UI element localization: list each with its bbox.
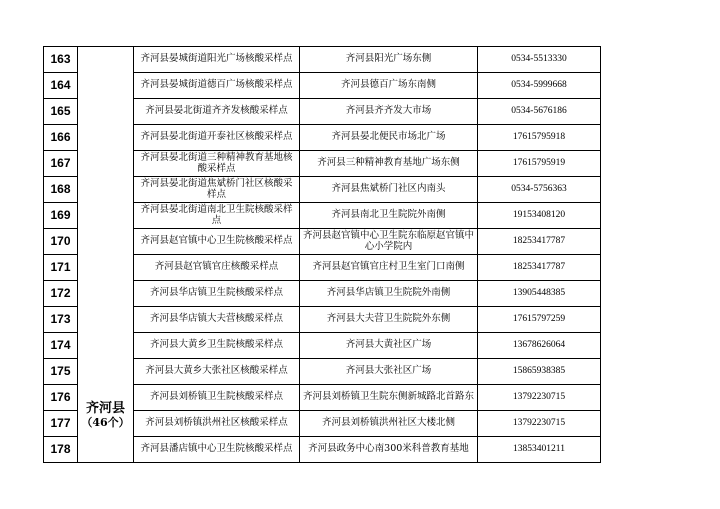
site-address: 齐河县华店镇卫生院院外南侧 — [300, 281, 478, 307]
row-number: 167 — [44, 151, 78, 177]
row-number: 168 — [44, 177, 78, 203]
site-name: 齐河县晏北街道三种精神教育基地核酸采样点 — [134, 151, 300, 177]
contact-phone: 17615795919 — [478, 151, 601, 177]
site-address: 齐河县德百广场东南侧 — [300, 73, 478, 99]
site-name: 齐河县大黄乡卫生院核酸采样点 — [134, 333, 300, 359]
contact-phone: 18253417787 — [478, 229, 601, 255]
site-address: 齐河县刘桥镇卫生院东侧新城路北首路东 — [300, 385, 478, 411]
site-address: 齐河县晏北便民市场北广场 — [300, 125, 478, 151]
sampling-site-sheet — [43, 46, 600, 463]
contact-phone: 0534-5999668 — [478, 73, 601, 99]
row-number: 164 — [44, 73, 78, 99]
row-number: 173 — [44, 307, 78, 333]
site-name: 齐河县刘桥镇卫生院核酸采样点 — [134, 385, 300, 411]
contact-phone: 13905448385 — [478, 281, 601, 307]
site-name: 齐河县赵官镇官庄核酸采样点 — [134, 255, 300, 281]
row-number: 165 — [44, 99, 78, 125]
site-address: 齐河县赵官镇官庄村卫生室门口南侧 — [300, 255, 478, 281]
row-number: 178 — [44, 437, 78, 463]
row-number: 175 — [44, 359, 78, 385]
site-name: 齐河县晏北街道焦斌桥门社区核酸采样点 — [134, 177, 300, 203]
sampling-site-table — [43, 46, 601, 463]
row-number: 163 — [44, 47, 78, 73]
table-body — [44, 47, 601, 463]
contact-phone: 13678626064 — [478, 333, 601, 359]
site-address: 齐河县大黄社区广场 — [300, 333, 478, 359]
site-name: 齐河县晏北街道齐齐发核酸采样点 — [134, 99, 300, 125]
contact-phone: 0534-5513330 — [478, 47, 601, 73]
site-address: 齐河县赵官镇中心卫生院东临原赵官镇中心小学院内 — [300, 229, 478, 255]
contact-phone: 17615795918 — [478, 125, 601, 151]
site-name: 齐河县潘店镇中心卫生院核酸采样点 — [134, 437, 300, 463]
contact-phone: 17615797259 — [478, 307, 601, 333]
contact-phone: 0534-5676186 — [478, 99, 601, 125]
county-cell — [78, 47, 134, 463]
site-address: 齐河县刘桥镇洪州社区大楼北侧 — [300, 411, 478, 437]
site-name: 齐河县晏城街道德百广场核酸采样点 — [134, 73, 300, 99]
row-number: 166 — [44, 125, 78, 151]
site-name: 齐河县刘桥镇洪州社区核酸采样点 — [134, 411, 300, 437]
contact-phone: 13792230715 — [478, 385, 601, 411]
site-name: 齐河县赵官镇中心卫生院核酸采样点 — [134, 229, 300, 255]
row-number: 177 — [44, 411, 78, 437]
site-address: 齐河县齐齐发大市场 — [300, 99, 478, 125]
site-address: 齐河县大夫营卫生院院外东侧 — [300, 307, 478, 333]
site-address: 齐河县三种精神教育基地广场东侧 — [300, 151, 478, 177]
row-number: 172 — [44, 281, 78, 307]
contact-phone: 13853401211 — [478, 437, 601, 463]
contact-phone: 19153408120 — [478, 203, 601, 229]
contact-phone: 13792230715 — [478, 411, 601, 437]
site-name: 齐河县华店镇大夫营核酸采样点 — [134, 307, 300, 333]
county-name: 齐河县 — [85, 401, 125, 417]
site-name: 齐河县晏北街道南北卫生院核酸采样点 — [134, 203, 300, 229]
table-row — [44, 47, 601, 73]
site-name: 齐河县晏城街道阳光广场核酸采样点 — [134, 47, 300, 73]
site-name: 齐河县大黄乡大张社区核酸采样点 — [134, 359, 300, 385]
county-site-count: （46个） — [81, 416, 130, 430]
row-number: 171 — [44, 255, 78, 281]
row-number: 176 — [44, 385, 78, 411]
site-address: 齐河县大张社区广场 — [300, 359, 478, 385]
row-number: 169 — [44, 203, 78, 229]
contact-phone: 0534-5756363 — [478, 177, 601, 203]
contact-phone: 15865938385 — [478, 359, 601, 385]
contact-phone: 18253417787 — [478, 255, 601, 281]
row-number: 174 — [44, 333, 78, 359]
site-name: 齐河县晏北街道开泰社区核酸采样点 — [134, 125, 300, 151]
site-address: 齐河县阳光广场东侧 — [300, 47, 478, 73]
site-name: 齐河县华店镇卫生院核酸采样点 — [134, 281, 300, 307]
site-address: 齐河县南北卫生院院外南侧 — [300, 203, 478, 229]
row-number: 170 — [44, 229, 78, 255]
site-address: 齐河县政务中心南300米科普教育基地 — [300, 437, 478, 463]
site-address: 齐河县焦斌桥门社区内南头 — [300, 177, 478, 203]
